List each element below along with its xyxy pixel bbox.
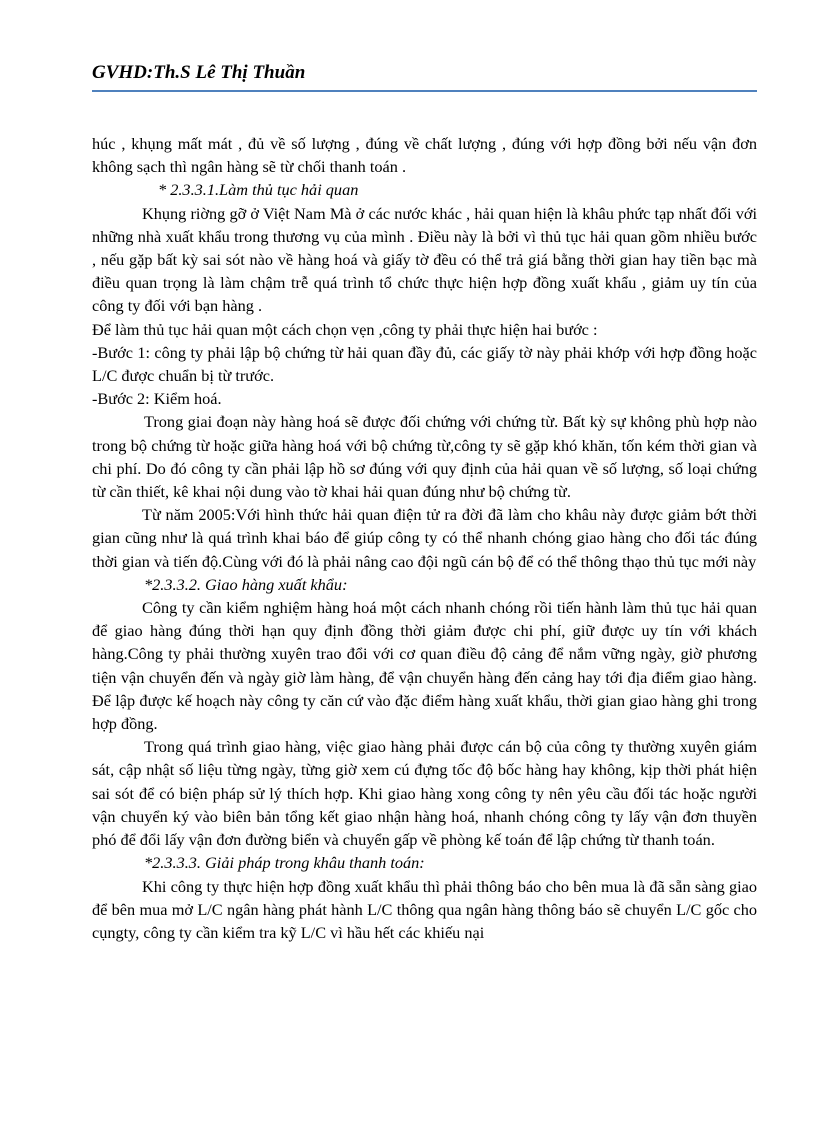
paragraph: Công ty cần kiểm nghiệm hàng hoá một cách nhanh chóng rồi tiến hành làm thủ tục hải quan để giao hàng đúng thời hạn quy định đồng thời giảm được chi phí, giữ được uy tín với khách hàng.Công ty phải thường xuyên trao đổi với cơ quan điều độ cảng để nắm vững ngày, giờ phương tiện vận chuyển đến và ngày giờ làm hàng, để vận chuyển hàng đến cảng hay tới địa điểm giao hàng. Để lập được kế hoạch này công ty căn cứ vào đặc điểm hàng xuất khẩu, thời gian giao hàng ghi trong hợp đồng. [92, 598, 757, 734]
paragraph-continuation: húc , khụng mất mát , đủ về số lượng , đúng về chất lượng , đúng với hợp đồng bởi nếu vận đơn không sạch thì ngân hàng sẽ từ chối thanh toán . [92, 134, 757, 177]
paragraph: Để làm thủ tục hải quan một cách chọn vẹn ,công ty phải thực hiện hai bước : [92, 319, 598, 339]
paragraph: Khụng riờng gỡ ở Việt Nam Mà ở các nước khác , hải quan hiện là khâu phức tạp nhất đối với những nhà xuất khẩu trong thương vụ của mình . Điều này là bởi vì thủ tục hải quan gồm nhiều bước , nếu gặp bất kỳ sai sót nào về hàng hoá và giấy tờ đều có thể trả giá bằng thời gian hay tiền bạc mà điều quan trọng là làm chậm trễ quá trình tổ chức thực hiện hợp đồng xuất khẩu , giảm uy tín của công ty đối với bạn hàng . [92, 203, 757, 316]
paragraph: Từ năm 2005:Với hình thức hải quan điện tử ra đời đã làm cho khâu này được giảm bớt thời gian cũng như là quá trình khai báo để giúp công ty có thể nhanh chóng giao hàng cho đối tác đúng thời gian và tiến độ.Cùng với đó là phải nâng cao đội ngũ cán bộ để có thể thông thạo thủ tục mới này [92, 505, 757, 571]
header-title: GVHD:Th.S Lê Thị Thuần [92, 62, 306, 83]
paragraph: Trong giai đoạn này hàng hoá sẽ được đối chứng với chứng từ. Bất kỳ sự không phù hợp nào trong bộ chứng từ hoặc giữa hàng hoá với bộ chứng từ,công ty sẽ gặp khó khăn, tốn kém thời gian và chi phí. Do đó công ty cần phải lập hồ sơ đúng với quy định của hải quan về số lượng, số loại chứng từ cần thiết, kê khai nội dung vào tờ khai hải quan đúng như bộ chứng từ. [92, 412, 757, 502]
paragraph: Khi công ty thực hiện hợp đồng xuất khẩu thì phải thông báo cho bên mua là đã sẵn sàng giao để bên mua mở L/C ngân hàng phát hành L/C thông qua ngân hàng thông báo sẽ chuyển L/C gốc cho cụngty, công ty cần kiểm tra kỹ L/C vì hầu hết các khiếu nại [92, 876, 757, 942]
section-heading-delivery: *2.3.3.2. Giao hàng xuất khẩu: [144, 574, 348, 594]
document-body [92, 132, 757, 944]
step-item: -Bước 1: công ty phải lập bộ chứng từ hải quan đầy đủ, các giấy tờ này phải khớp với hợp đồng hoặc L/C được chuẩn bị từ trước. [92, 342, 757, 386]
section-heading-customs: * 2.3.3.1.Làm thủ tục hải quan [158, 180, 359, 200]
step-item: -Bước 2: Kiểm hoá. [92, 389, 222, 409]
section-heading-payment: *2.3.3.3. Giải pháp trong khâu thanh toán: [144, 853, 425, 873]
page-header [92, 62, 757, 92]
paragraph: Trong quá trình giao hàng, việc giao hàng phải được cán bộ của công ty thường xuyên giám sát, cập nhật số liệu từng ngày, từng giờ xem cú đựng tốc độ bốc hàng hay không, kịp thời phát hiện sai sót để có biện pháp sử lý thích hợp. Khi giao hàng xong công ty nên yêu cầu đối tác hoặc người vận chuyển ký vào biên bản tổng kết giao nhận hàng hoá, nhanh chóng công ty lấy vận đơn thuyền phó để đổi lấy vận đơn đường biển và chuyển gấp về phòng kế toán để lập chứng từ thanh toán. [92, 737, 757, 850]
